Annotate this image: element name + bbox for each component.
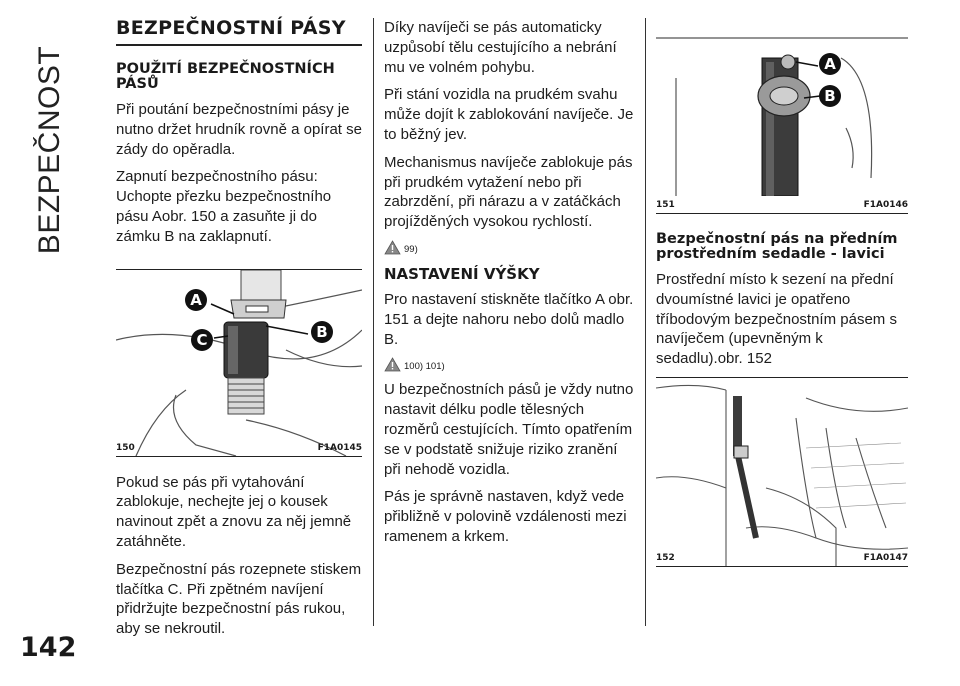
paragraph: Díky navíječi se pás automaticky uzpůsobí tělu cestujícího a nebrání mu ve volném pohybu. <box>384 19 617 76</box>
column-1 <box>116 18 362 647</box>
paragraph: Při poutání bezpečnostními pásy je nutno držet hrudník rovně a opírat se zády do opěradla. <box>116 101 362 158</box>
figure-code: F1A0147 <box>863 552 908 563</box>
figure-number: 150 <box>116 442 135 453</box>
paragraph: Pokud se pás při vytahování zablokuje, nechejte jej o kousek navinout zpět a znovu za něj jemně zatáhněte. <box>116 473 352 550</box>
figure-number: 152 <box>656 552 675 563</box>
section-heading: NASTAVENÍ VÝŠKY <box>384 264 540 283</box>
paragraph: Zapnutí bezpečnostního pásu: Uchopte přezku bezpečnostního pásu Aobr. 150 a zasuňte ji do zámku B na zaklapnutí. <box>116 168 332 245</box>
paragraph: Bezpečnostní pás rozepnete stiskem tlačítka C. Při zpětném navíjení přidržujte bezpečnostní pás rukou, aby se nekroutil. <box>116 560 362 638</box>
paragraph: Prostřední místo k sezení na přední dvoumístné lavici je opatřeno tříbodovým bezpečnostním pásem s navíječem (upevněným k sedadlu).obr. 152 <box>656 271 897 368</box>
figure-151 <box>656 18 908 214</box>
seatbelt-buckle-illustration <box>116 270 362 456</box>
label-b: B <box>824 87 836 105</box>
paragraph: Mechanismus navíječe zablokuje pás při prudkém vytažení nebo při zabrzdění, při nárazu a v zatáčkách projížděných vysokou rychlostí. <box>384 153 633 231</box>
figure-152 <box>656 377 908 567</box>
column-2 <box>384 18 634 555</box>
heading-rule <box>116 44 362 46</box>
warning-note-ref: 100) 101) <box>404 361 445 373</box>
column-3 <box>656 18 908 567</box>
label-c: C <box>196 330 208 349</box>
figure-150 <box>116 269 362 457</box>
warning-icon <box>384 357 401 372</box>
paragraph: Při stání vozidla na prudkém svahu může dojít k zablokování navíječe. Je to běžný jev. <box>384 86 634 143</box>
middle-seat-belt-illustration <box>656 378 908 566</box>
warning-note-ref: 99) <box>404 243 418 255</box>
paragraph: Pás je správně nastaven, když vede přibližně v polovině vzdálenosti mezi ramenem a krkem. <box>384 488 627 545</box>
paragraph: U bezpečnostních pásů je vždy nutno nastavit délku podle tělesných rozměrů cestujících. Tímto opatřením se v podstatě snižuje riziko zranění při nehodě vozidla. <box>384 381 634 478</box>
warning-icon <box>384 240 401 255</box>
figure-number: 151 <box>656 200 675 210</box>
paragraph: Pro nastavení stiskněte tlačítko A obr. 151 a dejte nahoru nebo dolů madlo B. <box>384 290 634 348</box>
height-adjuster-illustration <box>656 18 908 196</box>
column-divider <box>645 18 646 626</box>
figure-code: F1A0146 <box>863 200 908 210</box>
section-heading: BEZPEČNOSTNÍ PÁSY <box>116 17 346 39</box>
section-heading: Bezpečnostní pás na předním prostředním sedadle - lavici <box>656 231 898 262</box>
label-a: A <box>190 290 202 309</box>
label-a: A <box>824 55 836 73</box>
warning-reference <box>384 240 634 255</box>
label-b: B <box>316 322 328 341</box>
column-divider <box>373 18 374 626</box>
subheading: POUŽITÍ BEZPEČNOSTNÍCH PÁSŮ <box>116 61 335 92</box>
page-number: 142 <box>20 632 77 663</box>
section-side-tab: BEZPEČNOST <box>33 45 66 255</box>
warning-reference <box>384 357 634 372</box>
figure-code: F1A0145 <box>317 442 362 453</box>
